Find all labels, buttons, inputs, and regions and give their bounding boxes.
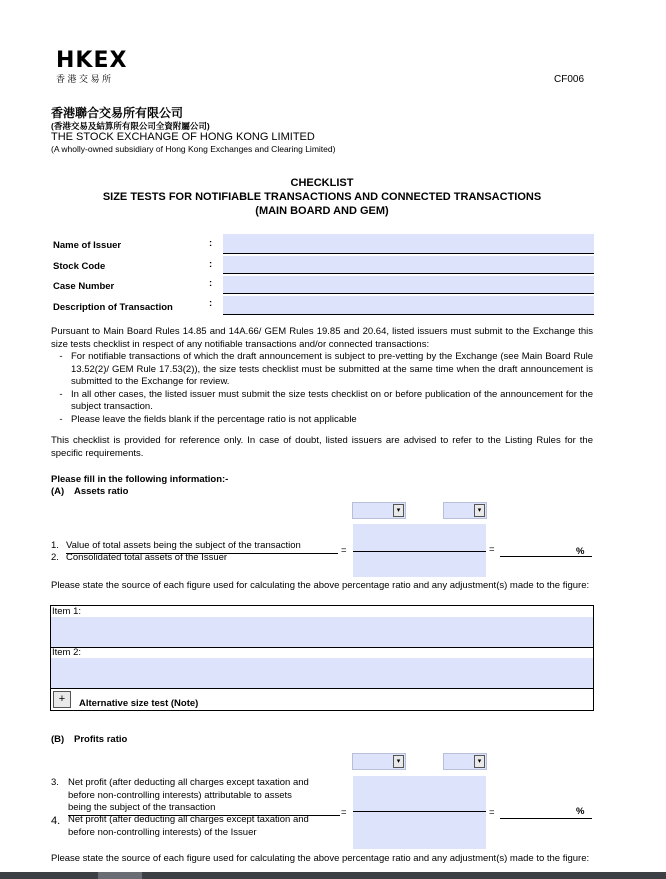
item-2-label: Item 2: (52, 647, 82, 658)
org-chinese-sub: (香港交易及結算所有限公司全資附屬公司) (51, 121, 210, 131)
percent-sign: % (576, 546, 585, 557)
item-2-input[interactable] (51, 658, 593, 689)
title-line-3: (MAIN BOARD AND GEM) (255, 205, 389, 217)
bullet-text: For notifiable transactions of which the draft announcement is subject to pre-vetting by the Exchange (see Main Board Rule 13.52(2)/ GEM Rule 17.53(2)), the size tests checklist must be submitted at the same time when the draft announcement is submitted to the Exchange for review. (71, 351, 593, 387)
plus-icon: + (58, 693, 66, 705)
denominator-label: Consolidated total assets of the Issuer (66, 552, 228, 563)
source-note: Please state the source of each figure used for calculating the above percentage ratio and any adjustment(s) made to the figure: (51, 853, 590, 864)
chevron-down-icon[interactable]: ▾ (393, 504, 404, 517)
field-colon: : (209, 238, 213, 249)
section-a-letter: (A) (51, 486, 65, 497)
bullet-item (51, 389, 593, 414)
source-note: Please state the source of each figure used for calculating the above percentage ratio and any adjustment(s) made to the figure: (51, 580, 590, 591)
alternative-size-test-label: Alternative size test (Note) (79, 698, 199, 709)
denominator-4-input[interactable] (353, 812, 486, 849)
denominator-line: before non-controlling interests) of the Issuer (68, 826, 257, 838)
org-english: THE STOCK EXCHANGE OF HONG KONG LIMITED (51, 131, 315, 143)
equals-sign: = (489, 807, 495, 818)
org-english-sub: (A wholly-owned subsidiary of Hong Kong Exchanges and Clearing Limited) (51, 144, 336, 154)
numerator-1-input[interactable] (353, 524, 486, 552)
source-items-box (50, 605, 594, 711)
checklist-title (60, 176, 584, 218)
bullet-item (51, 414, 593, 427)
bullet-text: In all other cases, the listed issuer must submit the size tests checklist on or before publication of the announcement for the subject transaction. (71, 388, 593, 412)
form-code: CF006 (554, 74, 585, 85)
item-1-label: Item 1: (52, 606, 82, 617)
field-label-case-number: Case Number (53, 281, 115, 292)
field-colon: : (209, 298, 213, 309)
description-input[interactable] (223, 296, 594, 315)
item-number-2: 2. (51, 552, 59, 563)
currency-dropdown[interactable] (352, 502, 406, 519)
unit-dropdown[interactable] (443, 753, 487, 770)
equals-sign: = (341, 807, 347, 818)
item-number-1: 1. (51, 540, 59, 551)
field-colon: : (209, 278, 213, 289)
numerator-3-input[interactable] (353, 776, 486, 812)
chevron-down-icon[interactable]: ▾ (393, 755, 404, 768)
section-b-letter: (B) (51, 734, 65, 745)
numerator-line: Net profit (after deducting all charges except taxation and (68, 777, 309, 788)
title-line-1: CHECKLIST (290, 177, 354, 189)
field-label-description: Description of Transaction (53, 302, 173, 313)
section-a-heading: Assets ratio (74, 486, 129, 497)
denominator-2-input[interactable] (353, 552, 486, 577)
field-colon: : (209, 259, 213, 270)
fill-heading: Please fill in the following information:- (51, 474, 229, 485)
bullet-item (51, 351, 593, 389)
bullet-mark: - (59, 413, 63, 425)
currency-dropdown[interactable] (352, 753, 406, 770)
item-1-input[interactable] (51, 617, 593, 648)
intro-paragraph: Pursuant to Main Board Rules 14.85 and 14A.66/ GEM Rules 19.85 and 20.64, listed issuers must submit to the Exchange this size tests checklist in respect of any notifiable transactions and/or connected transactions: (51, 326, 593, 350)
chevron-down-icon[interactable]: ▾ (474, 504, 485, 517)
numerator-label (68, 777, 340, 816)
expand-button[interactable] (53, 691, 71, 708)
chevron-down-icon[interactable]: ▾ (474, 755, 485, 768)
field-label-name: Name of Issuer (53, 240, 122, 251)
denominator-line: Net profit (after deducting all charges except taxation and (68, 814, 309, 825)
numerator-line: before non-controlling interests) attributable to assets (68, 789, 292, 801)
title-line-2: SIZE TESTS FOR NOTIFIABLE TRANSACTIONS AND CONNECTED TRANSACTIONS (102, 191, 542, 203)
org-chinese: 香港聯合交易所有限公司 (51, 106, 184, 120)
item-number-4: 4. (51, 815, 61, 827)
equals-sign: = (341, 545, 347, 556)
logo-text: HKEX (56, 48, 128, 73)
logo-chinese: 香 港 交 易 所 (56, 74, 112, 84)
issuer-name-input[interactable] (223, 234, 594, 254)
horizontal-scrollbar[interactable] (0, 872, 666, 879)
scrollbar-thumb[interactable] (98, 872, 142, 879)
section-b-heading: Profits ratio (74, 734, 128, 745)
hkex-logo (56, 50, 127, 85)
case-number-input[interactable] (223, 276, 594, 294)
bullet-text: Please leave the fields blank if the percentage ratio is not applicable (71, 413, 357, 425)
stock-code-input[interactable] (223, 256, 594, 274)
bullet-list (51, 351, 593, 426)
numerator-label: Value of total assets being the subject of the transaction (66, 540, 338, 554)
bullet-mark: - (59, 351, 63, 362)
equals-sign: = (489, 544, 495, 555)
item-number-3: 3. (51, 777, 59, 788)
percent-sign: % (576, 806, 585, 817)
reference-note: This checklist is provided for reference only. In case of doubt, listed issuers are advised to refer to the Listing Rules for the specific requirements. (51, 435, 593, 459)
numerator-line: being the subject of the transaction (68, 802, 340, 816)
field-label-stock-code: Stock Code (53, 261, 106, 272)
unit-dropdown[interactable] (443, 502, 487, 519)
denominator-label (68, 814, 340, 839)
bullet-mark: - (59, 388, 63, 400)
